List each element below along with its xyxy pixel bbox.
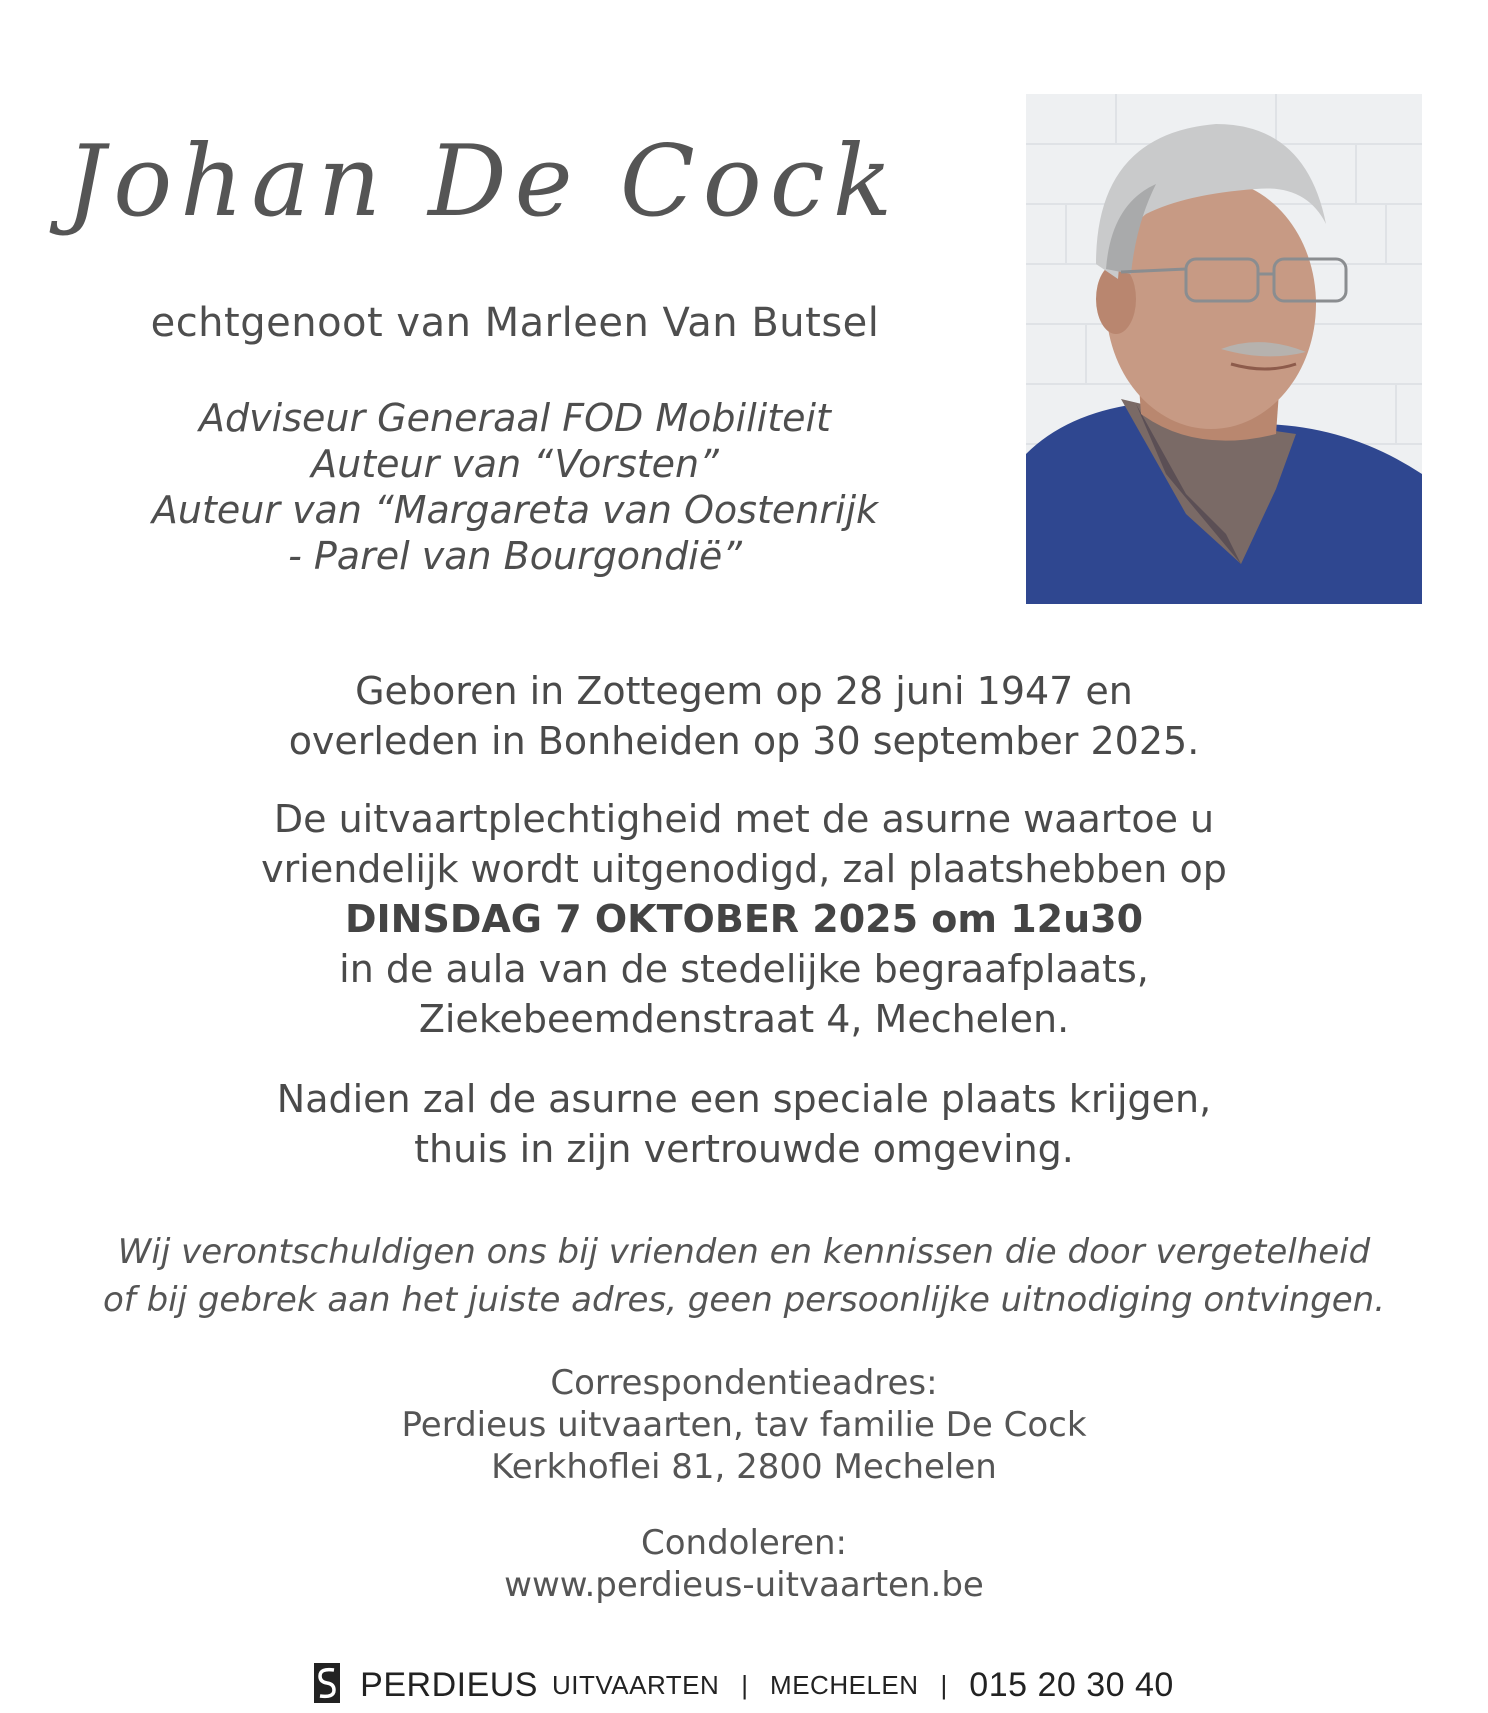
condolence-link[interactable]: www.perdieus-uitvaarten.be xyxy=(504,1565,984,1605)
correspondence-line: Perdieus uitvaarten, tav familie De Cock xyxy=(401,1405,1087,1445)
footer-city: MECHELEN xyxy=(770,1669,919,1700)
deceased-name: Johan De Cock xyxy=(66,125,901,239)
titles-block xyxy=(0,395,1030,579)
apology-line: Wij verontschuldigen ons bij vrienden en kennissen die door vergetelheid xyxy=(117,1232,1371,1272)
footer-bar xyxy=(0,1660,1488,1710)
apology-paragraph xyxy=(0,1228,1488,1324)
birth-death-paragraph xyxy=(0,666,1488,766)
portrait-illustration xyxy=(1026,94,1422,604)
afterwards-paragraph xyxy=(0,1074,1488,1174)
birth-line: Geboren in Zottegem op 28 juni 1947 en xyxy=(355,669,1133,713)
afterwards-line: Nadien zal de asurne een speciale plaats krijgen, xyxy=(276,1077,1212,1121)
ceremony-paragraph xyxy=(0,794,1488,1044)
title-line: Auteur van “Vorsten” xyxy=(311,442,719,486)
footer-phone[interactable]: 015 20 30 40 xyxy=(969,1665,1174,1704)
portrait-photo xyxy=(1026,94,1422,604)
footer-separator: | xyxy=(741,1669,749,1700)
afterwards-line: thuis in zijn vertrouwde omgeving. xyxy=(414,1127,1074,1171)
ceremony-line: in de aula van de stedelijke begraafplaats, xyxy=(339,947,1149,991)
ceremony-line: vriendelijk wordt uitgenodigd, zal plaatshebben op xyxy=(261,847,1227,891)
correspondence-block xyxy=(0,1362,1488,1488)
ceremony-line: De uitvaartplechtigheid met de asurne waartoe u xyxy=(273,797,1215,841)
title-line: Adviseur Generaal FOD Mobiliteit xyxy=(199,396,831,440)
death-line: overleden in Bonheiden op 30 september 2025. xyxy=(288,719,1200,763)
condolence-label: Condoleren: xyxy=(641,1523,847,1563)
perdieus-logo-icon xyxy=(314,1663,340,1708)
correspondence-line: Kerkhoflei 81, 2800 Mechelen xyxy=(491,1447,997,1487)
title-line: Auteur van “Margareta van Oostenrijk xyxy=(151,488,879,532)
footer-brand-sub: UITVAARTEN xyxy=(551,1669,720,1700)
condolence-block xyxy=(0,1522,1488,1606)
apology-line: of bij gebrek aan het juiste adres, geen persoonlijke uitnodiging ontvingen. xyxy=(102,1280,1386,1320)
ceremony-date: DINSDAG 7 OKTOBER 2025 om 12u30 xyxy=(344,897,1144,941)
footer-separator: | xyxy=(940,1669,948,1700)
ceremony-address: Ziekebeemdenstraat 4, Mechelen. xyxy=(418,997,1070,1041)
title-line: - Parel van Bourgondië” xyxy=(288,534,742,578)
footer-brand: PERDIEUS xyxy=(360,1665,538,1704)
correspondence-label: Correspondentieadres: xyxy=(550,1363,938,1403)
spouse-line: echtgenoot van Marleen Van Butsel xyxy=(150,300,880,346)
